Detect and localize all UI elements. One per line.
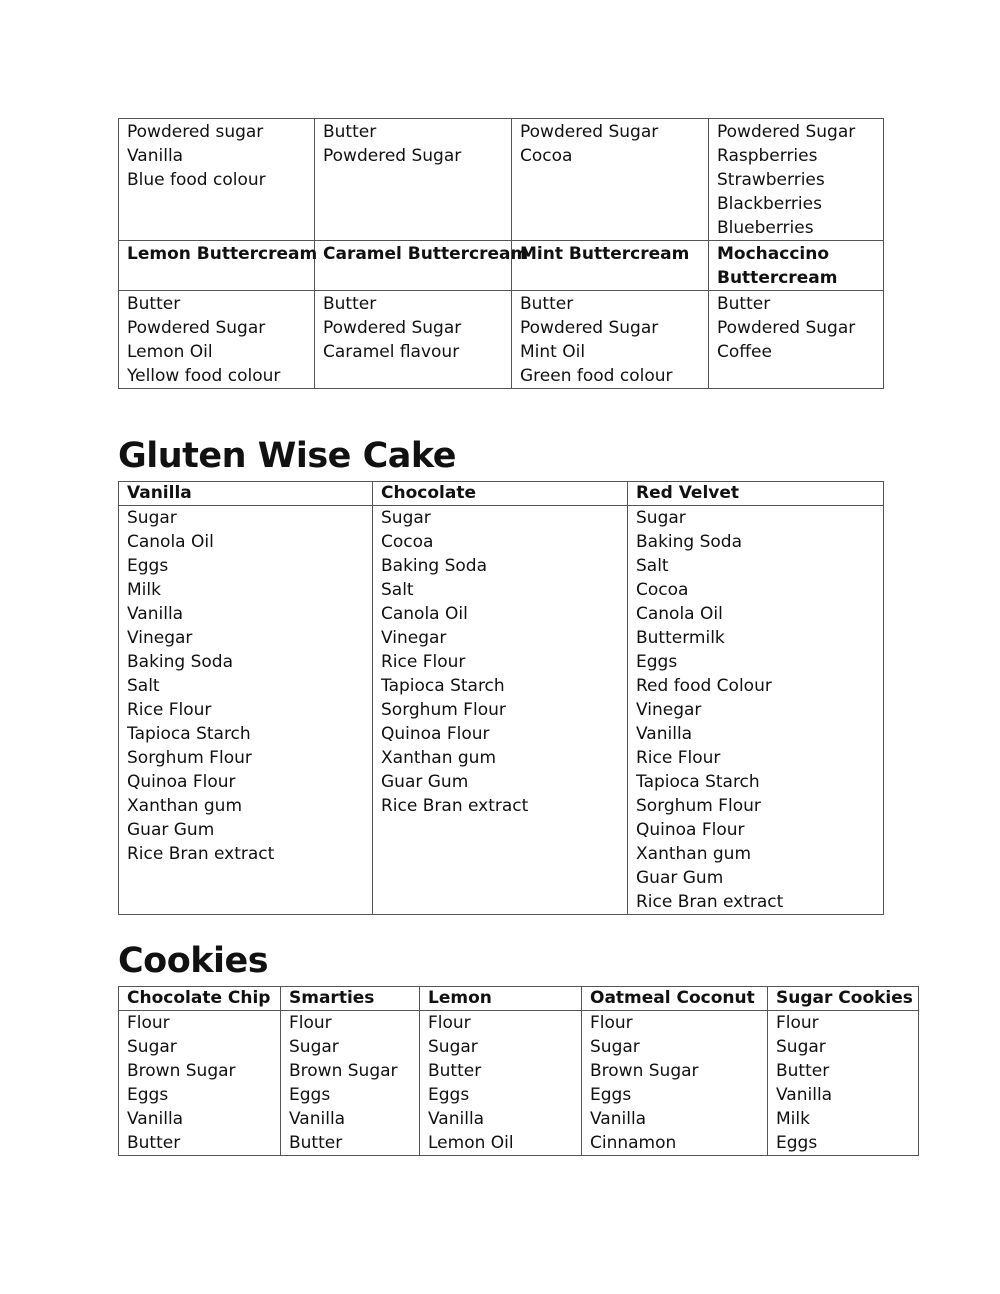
ingredient-item: Eggs bbox=[127, 1085, 169, 1105]
gluten-wise-cake-table bbox=[118, 481, 884, 915]
ingredient-item: Brown Sugar bbox=[127, 1061, 236, 1081]
ingredient-item: Rice Bran extract bbox=[381, 796, 529, 816]
ingredient-item: Caramel flavour bbox=[323, 342, 460, 362]
ingredient-item: Powdered Sugar bbox=[717, 122, 856, 142]
cake-header-chocolate: Chocolate bbox=[373, 482, 628, 506]
ingredient-item: Canola Oil bbox=[127, 532, 214, 552]
ingredient-item: Sugar bbox=[381, 508, 431, 528]
cake-ingredients-vanilla bbox=[119, 506, 373, 915]
ingredient-item: Vanilla bbox=[127, 146, 184, 166]
ingredient-item: Baking Soda bbox=[381, 556, 488, 576]
ingredient-item: Flour bbox=[428, 1013, 471, 1033]
ingredient-item: Mint Oil bbox=[520, 342, 586, 362]
ingredient-item: Vanilla bbox=[636, 724, 693, 744]
cookies-ingredients-row bbox=[119, 1011, 919, 1156]
ingredient-item: Powdered Sugar bbox=[323, 146, 462, 166]
section-title-cookies: Cookies bbox=[118, 941, 269, 981]
ingredient-item: Sugar bbox=[636, 508, 686, 528]
ingredient-item: Butter bbox=[323, 122, 377, 142]
frosting-cell bbox=[315, 119, 512, 241]
ingredient-item: Powdered Sugar bbox=[717, 318, 856, 338]
cookies-header-sugar-cookies: Sugar Cookies bbox=[768, 987, 919, 1011]
frosting-ingredients-row-1 bbox=[119, 119, 884, 241]
ingredient-item: Blackberries bbox=[717, 194, 822, 214]
ingredient-item: Guar Gum bbox=[381, 772, 469, 792]
ingredient-item: Quinoa Flour bbox=[381, 724, 490, 744]
ingredient-item: Quinoa Flour bbox=[127, 772, 236, 792]
ingredient-item: Buttermilk bbox=[636, 628, 725, 648]
ingredient-item: Baking Soda bbox=[127, 652, 234, 672]
ingredient-item: Sugar bbox=[127, 508, 177, 528]
ingredient-item: Sugar bbox=[289, 1037, 339, 1057]
ingredient-item: Butter bbox=[127, 1133, 181, 1153]
ingredient-item: Vanilla bbox=[127, 604, 184, 624]
ingredient-item: Eggs bbox=[289, 1085, 331, 1105]
frosting-cell bbox=[315, 291, 512, 389]
cake-header-row bbox=[119, 482, 884, 506]
cake-header-vanilla: Vanilla bbox=[119, 482, 373, 506]
ingredient-item: Vanilla bbox=[289, 1109, 346, 1129]
ingredient-item: Butter bbox=[520, 294, 574, 314]
ingredient-item: Vanilla bbox=[428, 1109, 485, 1129]
cookies-header-lemon: Lemon bbox=[420, 987, 582, 1011]
cookies-header-oatmeal-coconut: Oatmeal Coconut bbox=[582, 987, 768, 1011]
ingredient-item: Butter bbox=[428, 1061, 482, 1081]
ingredient-item: Lemon Oil bbox=[127, 342, 213, 362]
cookies-header-row bbox=[119, 987, 919, 1011]
frosting-cell bbox=[709, 291, 884, 389]
ingredient-item: Salt bbox=[127, 676, 160, 696]
frosting-ingredients-row-2 bbox=[119, 291, 884, 389]
frosting-table bbox=[118, 118, 884, 389]
ingredient-item: Rice Flour bbox=[127, 700, 212, 720]
ingredient-item: Milk bbox=[127, 580, 161, 600]
ingredient-item: Tapioca Starch bbox=[381, 676, 505, 696]
ingredient-item: Blue food colour bbox=[127, 170, 266, 190]
ingredient-item: Cocoa bbox=[636, 580, 689, 600]
ingredient-item: Powdered sugar bbox=[127, 122, 264, 142]
frosting-cell bbox=[512, 291, 709, 389]
frosting-header-caramel: Caramel Buttercream bbox=[315, 241, 512, 291]
ingredient-item: Vanilla bbox=[127, 1109, 184, 1129]
ingredient-item: Green food colour bbox=[520, 366, 673, 386]
ingredient-item: Butter bbox=[323, 294, 377, 314]
ingredient-item: Strawberries bbox=[717, 170, 825, 190]
ingredient-item: Red food Colour bbox=[636, 676, 772, 696]
ingredient-item: Quinoa Flour bbox=[636, 820, 745, 840]
ingredient-item: Butter bbox=[717, 294, 771, 314]
ingredient-item: Eggs bbox=[428, 1085, 470, 1105]
frosting-header-row bbox=[119, 241, 884, 291]
cookies-ingredients-oatmeal-coconut bbox=[582, 1011, 768, 1156]
ingredient-item: Lemon Oil bbox=[428, 1133, 514, 1153]
ingredient-item: Tapioca Starch bbox=[127, 724, 251, 744]
ingredient-item: Vanilla bbox=[590, 1109, 647, 1129]
cookies-ingredients-chocolate-chip bbox=[119, 1011, 281, 1156]
ingredient-item: Xanthan gum bbox=[127, 796, 242, 816]
ingredient-item: Xanthan gum bbox=[636, 844, 751, 864]
ingredient-item: Xanthan gum bbox=[381, 748, 496, 768]
ingredient-item: Yellow food colour bbox=[127, 366, 281, 386]
ingredient-item: Vinegar bbox=[636, 700, 702, 720]
cookies-header-smarties: Smarties bbox=[281, 987, 420, 1011]
ingredient-item: Powdered Sugar bbox=[520, 122, 659, 142]
ingredient-item: Rice Flour bbox=[636, 748, 721, 768]
ingredient-item: Canola Oil bbox=[381, 604, 468, 624]
frosting-header-mochaccino-text: Mochaccino Buttercream bbox=[717, 244, 838, 288]
ingredient-item: Powdered Sugar bbox=[520, 318, 659, 338]
ingredient-item: Rice Bran extract bbox=[636, 892, 784, 912]
ingredient-item: Butter bbox=[289, 1133, 343, 1153]
ingredient-item: Butter bbox=[776, 1061, 830, 1081]
ingredient-item: Raspberries bbox=[717, 146, 818, 166]
ingredient-item: Rice Bran extract bbox=[127, 844, 275, 864]
cake-header-red-velvet: Red Velvet bbox=[628, 482, 884, 506]
frosting-header-mint: Mint Buttercream bbox=[512, 241, 709, 291]
frosting-cell bbox=[512, 119, 709, 241]
ingredient-item: Brown Sugar bbox=[289, 1061, 398, 1081]
frosting-cell bbox=[119, 291, 315, 389]
ingredient-item: Sugar bbox=[127, 1037, 177, 1057]
ingredient-item: Powdered Sugar bbox=[323, 318, 462, 338]
ingredient-item: Guar Gum bbox=[127, 820, 215, 840]
ingredient-item: Sugar bbox=[776, 1037, 826, 1057]
ingredient-item: Rice Flour bbox=[381, 652, 466, 672]
frosting-header-mochaccino bbox=[709, 241, 884, 291]
ingredient-item: Baking Soda bbox=[636, 532, 743, 552]
ingredient-item: Cinnamon bbox=[590, 1133, 677, 1153]
ingredient-item: Vinegar bbox=[381, 628, 447, 648]
cookies-header-chocolate-chip: Chocolate Chip bbox=[119, 987, 281, 1011]
ingredient-item: Sorghum Flour bbox=[127, 748, 252, 768]
ingredient-item: Powdered Sugar bbox=[127, 318, 266, 338]
ingredient-item: Eggs bbox=[636, 652, 678, 672]
ingredient-item: Sugar bbox=[590, 1037, 640, 1057]
ingredient-item: Milk bbox=[776, 1109, 810, 1129]
ingredient-item: Flour bbox=[289, 1013, 332, 1033]
ingredient-item: Salt bbox=[381, 580, 414, 600]
ingredient-item: Eggs bbox=[590, 1085, 632, 1105]
ingredient-item: Flour bbox=[590, 1013, 633, 1033]
cake-ingredients-red-velvet bbox=[628, 506, 884, 915]
section-title-gluten-wise-cake: Gluten Wise Cake bbox=[118, 436, 456, 476]
frosting-cell bbox=[119, 119, 315, 241]
ingredient-item: Flour bbox=[127, 1013, 170, 1033]
ingredient-item: Tapioca Starch bbox=[636, 772, 760, 792]
cookies-ingredients-smarties bbox=[281, 1011, 420, 1156]
ingredient-item: Salt bbox=[636, 556, 669, 576]
ingredient-item: Sorghum Flour bbox=[381, 700, 506, 720]
frosting-header-lemon: Lemon Buttercream bbox=[119, 241, 315, 291]
cake-ingredients-row bbox=[119, 506, 884, 915]
ingredient-item: Flour bbox=[776, 1013, 819, 1033]
cake-ingredients-chocolate bbox=[373, 506, 628, 915]
ingredient-item: Cocoa bbox=[520, 146, 573, 166]
ingredient-item: Guar Gum bbox=[636, 868, 724, 888]
cookies-table bbox=[118, 986, 919, 1156]
cookies-ingredients-lemon bbox=[420, 1011, 582, 1156]
ingredient-item: Canola Oil bbox=[636, 604, 723, 624]
ingredient-item: Vanilla bbox=[776, 1085, 833, 1105]
ingredient-item: Coffee bbox=[717, 342, 772, 362]
ingredient-item: Sorghum Flour bbox=[636, 796, 761, 816]
ingredient-item: Butter bbox=[127, 294, 181, 314]
ingredient-item: Brown Sugar bbox=[590, 1061, 699, 1081]
ingredient-item: Cocoa bbox=[381, 532, 434, 552]
ingredient-item: Sugar bbox=[428, 1037, 478, 1057]
ingredient-item: Vinegar bbox=[127, 628, 193, 648]
cookies-ingredients-sugar-cookies bbox=[768, 1011, 919, 1156]
ingredient-item: Blueberries bbox=[717, 218, 814, 238]
ingredient-item: Eggs bbox=[776, 1133, 818, 1153]
ingredient-item: Eggs bbox=[127, 556, 169, 576]
frosting-cell bbox=[709, 119, 884, 241]
